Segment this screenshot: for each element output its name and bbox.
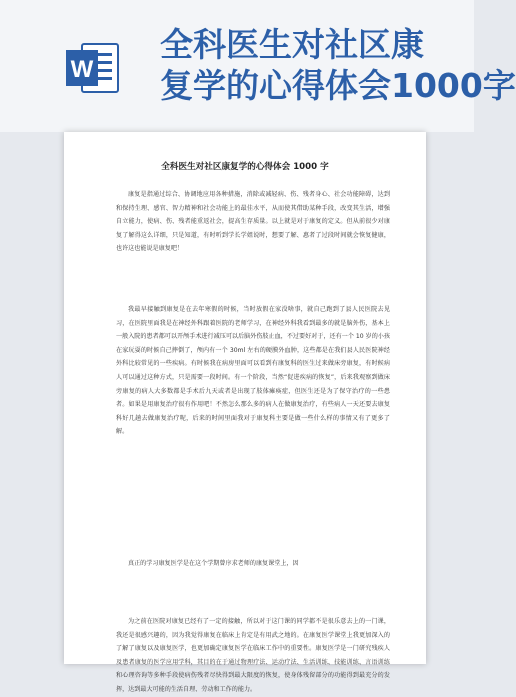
paragraph-4: 为之前在医院对康复已经有了一定的接触，所以对于这门课的同学都不是很乐意去上的一门课，我还是很感兴趣的，因为我觉得康复在临床上肯定是有用武之地的。在康复医学课堂上我更加深入的了解了康复以及康复医学，也更加确定康复医学在临床工作中的重要性。康复医学是一门研究残疾人及患者康复的医学应用学科，其目的在于通过物理疗法、运动疗法、生活训练、技能训练、言语训练和心理咨询等多种手段使病伤残者尽快得到最大限度的恢复，使身体残留部分的功能得到最充分的发挥，达到最大可能的生活自理、劳动和工作的能力。 bbox=[116, 618, 390, 693]
banner bbox=[0, 0, 516, 132]
paragraph-2: 我最早接触到康复是在去年寒假的时候，当时放假在家没啥事，就自己跑到了县人民医院去见习，在医院里面我是在神经外科跟着医院的老师学习，在神经外科我看到最多的就是脑外伤，基本上一般入院的患者都可以开颅手术进行减压可以后脑外伤肢止血，不过要好对于，还有一个 10 岁的小孩在家玩耍的时候自己摔倒了，颅内有一个 30ml 左右的硬膜外血肿，这些都是在我们县人民医院神经外科比较常见的一些疾病。有时候我在病房里面可以看到有康复科的医生过来做床旁康复，有时候病人可以通过这种方式，只是需要一段时间。有一个阶段，当然“促进疾病的恢复”，后来我观察到做床旁康复的病人大多数都是手术后九天或者是出现了肢体瘫痪症，但医生还是为了保守治疗的一些患者。如果是用康复治疗很有作用吧！不然怎么那么多的病人在做康复治疗，有些病人一天还要去康复科好几趟去做康复治疗呢，后来的时间里面我对于康复科主要是做一些什么样的事情又有了更多了解。 bbox=[116, 306, 390, 436]
document-page bbox=[64, 132, 426, 693]
svg-text:W: W bbox=[70, 56, 94, 83]
document-title: 全科医生对社区康复学的心得体会 1000 字 bbox=[161, 162, 329, 172]
paragraph-1: 康复是指通过综合、协调地应用各种措施，消除或减轻病、伤、残者身心、社会功能障碍，达到和保持生理、感官、智力精神和社会功能上的最佳水平，从而使其借助某种手段，改变其生活，增强自立能力，使病、伤、残者能重返社会，提高生存质量。以上就是对于康复的定义。但从前很少对康复了解得这么详细，只是知道，有时听到学长学姐说时，想要了解、惠者了过段时间就会恢复健康，也许这也能说是康复吧！ bbox=[116, 191, 390, 253]
banner-title-line2: 复学的心得体会1000字 bbox=[160, 66, 516, 105]
banner-title-line1: 全科医生对社区康 bbox=[160, 25, 424, 64]
banner-title bbox=[160, 24, 516, 106]
paragraph-3: 真正的学习康复医学是在这个学期曾序求老师的康复课堂上，因 bbox=[128, 560, 299, 567]
word-document-icon bbox=[64, 38, 124, 98]
